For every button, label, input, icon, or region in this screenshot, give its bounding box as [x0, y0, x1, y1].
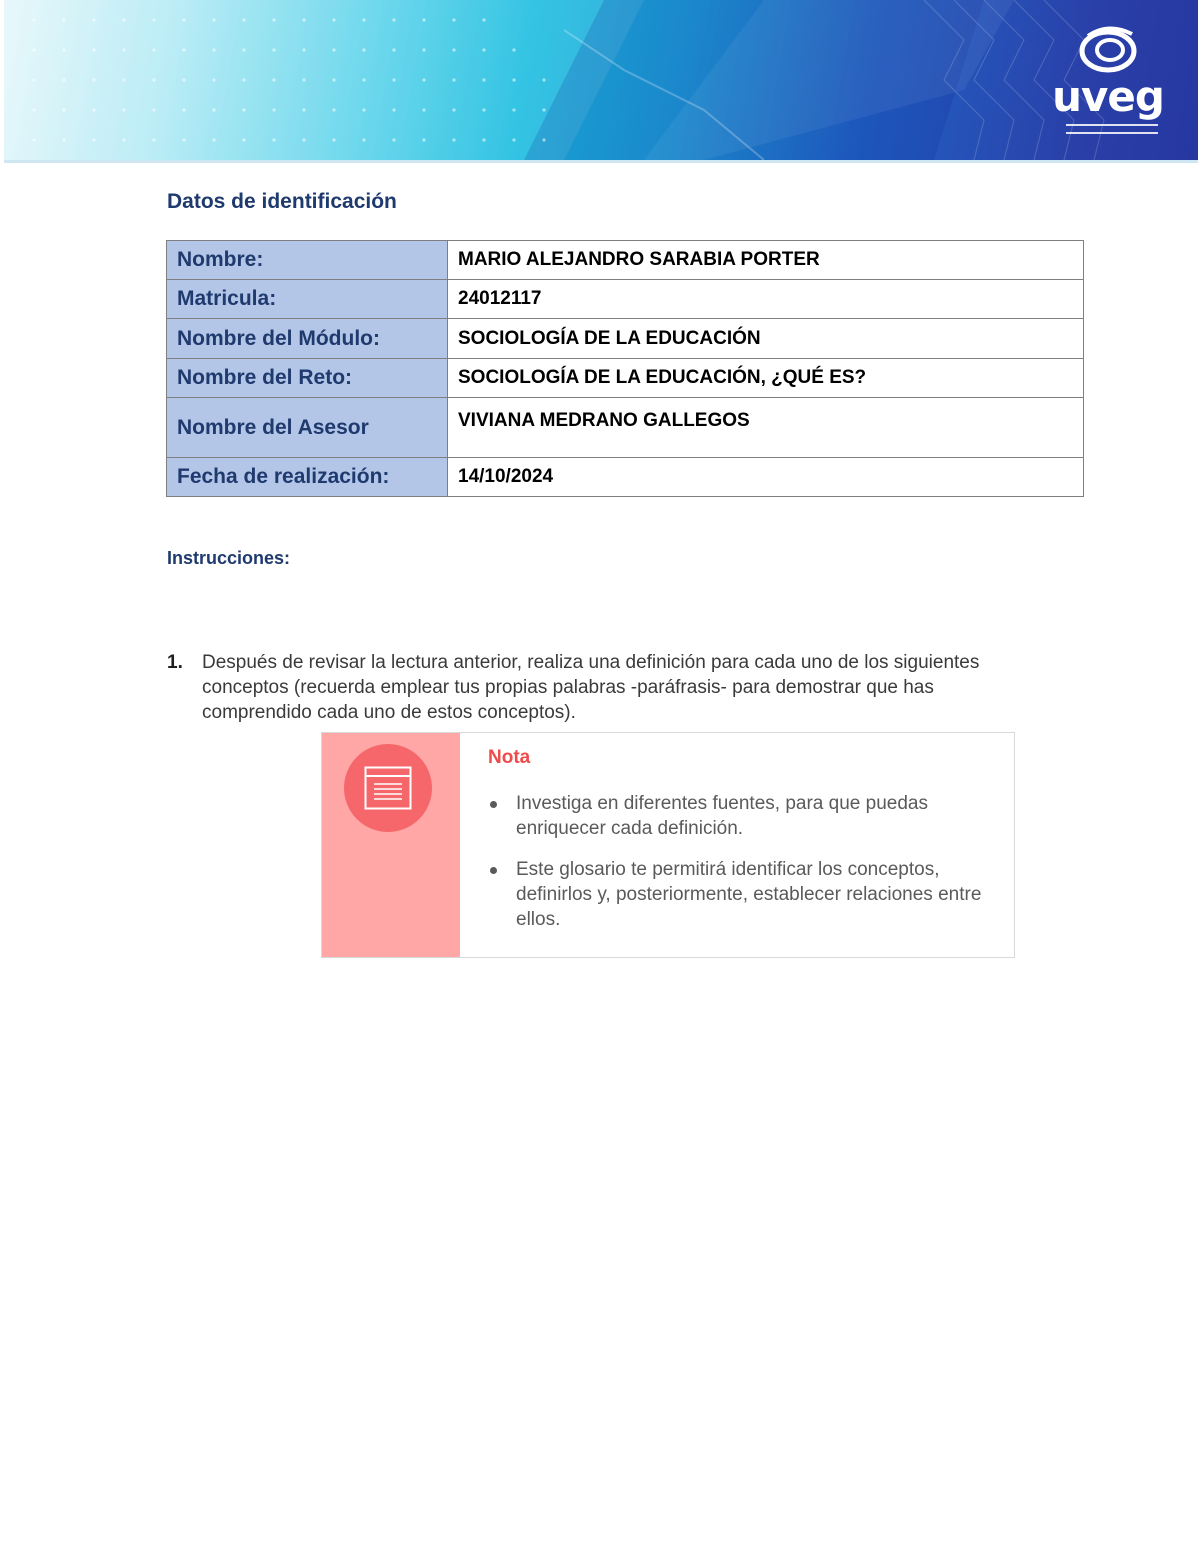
section-title-identification: Datos de identificación [167, 190, 397, 213]
table-row [167, 319, 1084, 359]
bullet-icon [490, 867, 497, 874]
label-reto: Nombre del Reto: [167, 359, 448, 398]
uveg-logo [1048, 24, 1168, 134]
instruction-number: 1. [167, 652, 183, 673]
section-title-instructions: Instrucciones: [167, 548, 291, 568]
list-item [488, 857, 1008, 932]
label-modulo: Nombre del Módulo: [167, 319, 448, 359]
note-sidebar [322, 733, 460, 957]
label-asesor: Nombre del Asesor [167, 398, 448, 458]
label-fecha: Fecha de realización: [167, 458, 448, 497]
identification-table [166, 240, 1084, 497]
banner-pattern [4, 0, 1198, 160]
list-item [488, 791, 1008, 841]
note-bullet-list [488, 791, 1008, 948]
value-fecha: 14/10/2024 [448, 458, 1084, 497]
value-reto: SOCIOLOGÍA DE LA EDUCACIÓN, ¿QUÉ ES? [448, 359, 1084, 398]
note-box [321, 732, 1015, 958]
logo-text: uveg [1052, 72, 1164, 121]
value-modulo: SOCIOLOGÍA DE LA EDUCACIÓN [448, 319, 1084, 359]
label-matricula: Matricula: [167, 280, 448, 319]
table-row [167, 458, 1084, 497]
table-row [167, 359, 1084, 398]
instruction-item [167, 650, 1007, 725]
table-row [167, 280, 1084, 319]
logo-tagline [1066, 124, 1158, 134]
value-asesor: VIVIANA MEDRANO GALLEGOS [448, 398, 1084, 458]
bullet-icon [490, 801, 497, 808]
note-bullet-text: Este glosario te permitirá identificar los conceptos, definirlos y, posteriormente, establecer relaciones entre ellos. [516, 859, 982, 930]
document-icon [364, 766, 412, 810]
note-icon-circle [344, 744, 432, 832]
label-nombre: Nombre: [167, 241, 448, 280]
instruction-text: Después de revisar la lectura anterior, realiza una definición para cada uno de los siguientes conceptos (recuerda emplear tus propias palabras -paráfrasis- para demostrar que has comprendido cada uno de estos conceptos). [202, 652, 980, 723]
table-row [167, 241, 1084, 280]
value-nombre: MARIO ALEJANDRO SARABIA PORTER [448, 241, 1084, 280]
table-row [167, 398, 1084, 458]
value-matricula: 24012117 [448, 280, 1084, 319]
note-title: Nota [488, 747, 531, 768]
logo-emblem-icon [1048, 24, 1168, 74]
note-bullet-text: Investiga en diferentes fuentes, para que puedas enriquecer cada definición. [516, 793, 928, 839]
header-banner [4, 0, 1198, 163]
